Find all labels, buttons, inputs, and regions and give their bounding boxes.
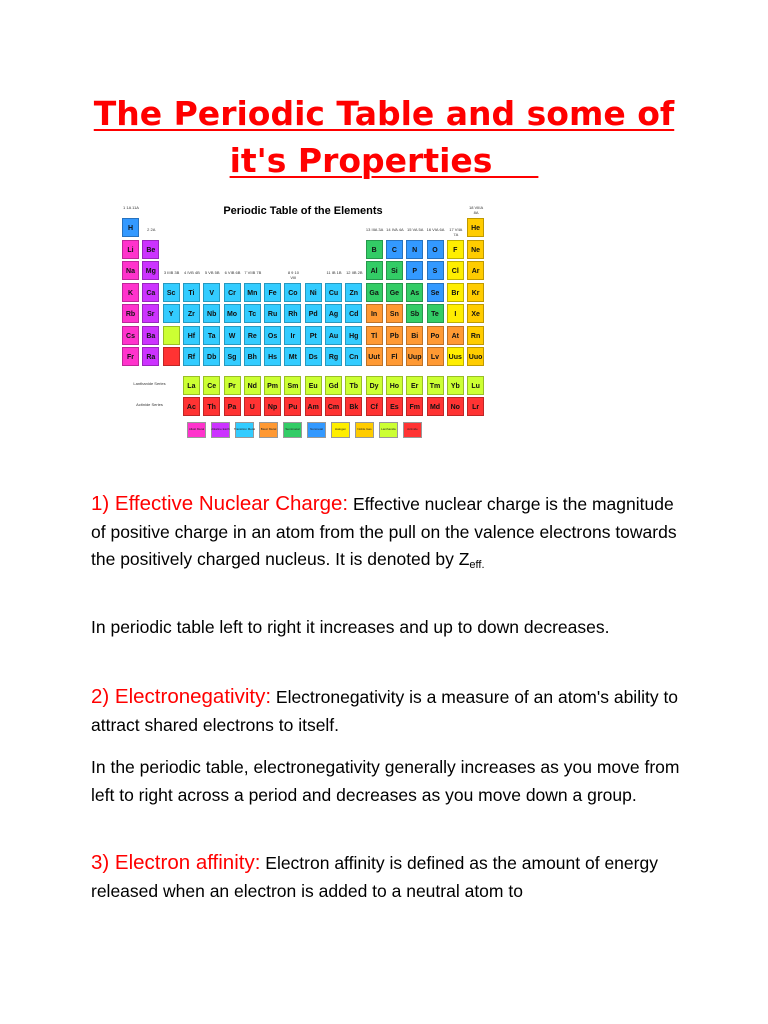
group-label: 7 VIIB 7B — [244, 269, 262, 275]
actinide-cell: Lr — [467, 397, 484, 416]
element-cell: Ni — [305, 283, 322, 302]
actinide-cell: Md — [427, 397, 444, 416]
element-cell: Hg — [345, 326, 362, 345]
element-cell: Ba — [142, 326, 159, 345]
group-label: 1 1A 11A — [123, 205, 139, 210]
element-cell: Cr — [224, 283, 241, 302]
element-cell: Fe — [264, 283, 281, 302]
lanthanide-cell: Ho — [386, 376, 403, 395]
lanthanide-cell: Gd — [325, 376, 342, 395]
group-label: 16 VIA 6A — [426, 226, 445, 232]
actinide-cell: Es — [386, 397, 403, 416]
section-body: Electronegativity is a measure of an atom's ability to attract shared electrons to itself. — [91, 687, 679, 735]
element-cell: Ti — [183, 283, 200, 302]
element-cell: I — [447, 304, 464, 323]
element-cell: Zr — [183, 304, 200, 323]
element-cell: Al — [366, 261, 383, 280]
element-cell: Sb — [406, 304, 423, 323]
periodic-table-title: Periodic Table of the Elements — [223, 205, 383, 217]
group-label: 17 VIIA 7A — [449, 226, 463, 237]
element-cell: H — [122, 218, 139, 237]
actinide-cell: Bk — [345, 397, 362, 416]
actinide-cell: Th — [203, 397, 220, 416]
element-cell: Sg — [224, 347, 241, 366]
element-cell: Cl — [447, 261, 464, 280]
element-cell: Nb — [203, 304, 220, 323]
lanthanide-cell: Er — [406, 376, 423, 395]
element-cell: Cn — [345, 347, 362, 366]
group-label: 12 IIB 2B — [346, 269, 363, 275]
subscript-eff: eff. — [469, 559, 485, 571]
element-cell: He — [467, 218, 484, 237]
element-cell: W — [224, 326, 241, 345]
element-cell: Te — [427, 304, 444, 323]
legend-label: Alkali Metal — [188, 426, 205, 431]
element-cell: Rb — [122, 304, 139, 323]
legend-label: Basic Metal — [260, 426, 277, 431]
element-cell: Ar — [467, 261, 484, 280]
element-cell: Be — [142, 240, 159, 259]
lanthanide-cell: Tb — [345, 376, 362, 395]
group-label: 3 IIIB 3B — [163, 269, 180, 275]
element-cell: Se — [427, 283, 444, 302]
element-cell: Db — [203, 347, 220, 366]
legend-label: Noble Gas — [357, 426, 372, 431]
periodic-table-image — [118, 194, 508, 442]
lanthanide-cell: Dy — [366, 376, 383, 395]
section-text: In the periodic table, electronegativity generally increases as you move from left to right across a period and decreases as you move down a group. — [91, 757, 680, 805]
legend-label: Actinide — [407, 426, 418, 431]
element-cell: Pb — [386, 326, 403, 345]
section-body: Effective nuclear charge is the magnitude of positive charge in an atom from the pull on the valence electrons towards the positively charged nucleus. It is denoted by Z — [91, 494, 677, 569]
element-cell — [163, 326, 180, 345]
element-cell: Ra — [142, 347, 159, 366]
element-cell: Cd — [345, 304, 362, 323]
legend-label: Lanthanide — [381, 426, 396, 431]
element-cell: S — [427, 261, 444, 280]
title-line-1: The Periodic Table and some of — [93, 94, 675, 133]
page-title — [60, 90, 708, 184]
actinide-cell: Pu — [284, 397, 301, 416]
element-cell: Ir — [284, 326, 301, 345]
element-cell: Kr — [467, 283, 484, 302]
section-effective-nuclear-charge — [91, 490, 691, 580]
element-cell: Fl — [386, 347, 403, 366]
lanthanide-series-label: Lanthanide Series — [133, 380, 166, 386]
element-cell: Y — [163, 304, 180, 323]
actinide-cell: Cm — [325, 397, 342, 416]
element-cell: Sn — [386, 304, 403, 323]
element-cell: Mo — [224, 304, 241, 323]
actinide-cell: Fm — [406, 397, 423, 416]
element-cell: Ds — [305, 347, 322, 366]
section-electron-affinity — [91, 849, 691, 905]
legend-label: Semimetal — [285, 426, 300, 431]
element-cell: Bh — [244, 347, 261, 366]
element-cell: Tl — [366, 326, 383, 345]
element-cell: O — [427, 240, 444, 259]
lanthanide-cell: Nd — [244, 376, 261, 395]
element-cell: Mg — [142, 261, 159, 280]
title-line-2: it's Properties — [229, 141, 539, 180]
section-heading: 1) Effective Nuclear Charge: — [91, 492, 349, 515]
section-text: In periodic table left to right it increases and up to down decreases. — [91, 617, 610, 637]
group-label: 4 IVB 4B — [183, 269, 200, 275]
lanthanide-cell: Eu — [305, 376, 322, 395]
lanthanide-cell: Lu — [467, 376, 484, 395]
element-cell: Xe — [467, 304, 484, 323]
element-cell: Cu — [325, 283, 342, 302]
element-cell — [163, 347, 180, 366]
actinide-cell: Ac — [183, 397, 200, 416]
element-cell: In — [366, 304, 383, 323]
element-cell: Pt — [305, 326, 322, 345]
legend-label: Transition Metal — [233, 426, 256, 431]
section-heading: 3) Electron affinity: — [91, 851, 261, 874]
element-cell: Mt — [284, 347, 301, 366]
element-cell: Ge — [386, 283, 403, 302]
section-electronegativity — [91, 683, 691, 739]
group-label: 18 VIIIA 8A — [468, 205, 484, 215]
group-label: 13 IIIA 3A — [365, 226, 384, 232]
element-cell: Pd — [305, 304, 322, 323]
group-label: 5 VB 5B — [204, 269, 220, 275]
element-cell: Ta — [203, 326, 220, 345]
actinide-cell: Cf — [366, 397, 383, 416]
element-cell: Br — [447, 283, 464, 302]
element-cell: Bi — [406, 326, 423, 345]
actinide-cell: Pa — [224, 397, 241, 416]
actinide-cell: No — [447, 397, 464, 416]
element-cell: P — [406, 261, 423, 280]
element-cell: Rf — [183, 347, 200, 366]
element-cell: Rg — [325, 347, 342, 366]
element-cell: F — [447, 240, 464, 259]
actinide-cell: Am — [305, 397, 322, 416]
element-cell: Hs — [264, 347, 281, 366]
lanthanide-cell: Ce — [203, 376, 220, 395]
element-cell: V — [203, 283, 220, 302]
element-cell: Uut — [366, 347, 383, 366]
element-cell: Na — [122, 261, 139, 280]
lanthanide-cell: La — [183, 376, 200, 395]
group-label: 2 2A — [147, 226, 156, 232]
element-cell: B — [366, 240, 383, 259]
element-cell: Rn — [467, 326, 484, 345]
lanthanide-cell: Pr — [224, 376, 241, 395]
element-cell: Hf — [183, 326, 200, 345]
element-cell: Ca — [142, 283, 159, 302]
element-cell: Ne — [467, 240, 484, 259]
lanthanide-cell: Yb — [447, 376, 464, 395]
legend-label: Nonmetal — [310, 426, 323, 431]
element-cell: Sc — [163, 283, 180, 302]
element-cell: As — [406, 283, 423, 302]
element-cell: Tc — [244, 304, 261, 323]
element-cell: Ga — [366, 283, 383, 302]
element-cell: Si — [386, 261, 403, 280]
legend-label: Alkaline Earth — [211, 426, 230, 431]
element-cell: Uup — [406, 347, 423, 366]
element-cell: Sr — [142, 304, 159, 323]
actinide-cell: U — [244, 397, 261, 416]
lanthanide-cell: Tm — [427, 376, 444, 395]
actinide-series-label: Actinide Series — [136, 402, 163, 407]
element-cell: Ag — [325, 304, 342, 323]
group-label: 8 9 10 VIII — [287, 269, 299, 280]
lanthanide-cell: Sm — [284, 376, 301, 395]
element-cell: K — [122, 283, 139, 302]
element-cell: Au — [325, 326, 342, 345]
element-cell: Co — [284, 283, 301, 302]
legend-label: Halogen — [334, 426, 347, 431]
group-label: 6 VIB 6B — [224, 269, 241, 275]
lanthanide-cell: Pm — [264, 376, 281, 395]
section-body: Electron affinity is defined as the amount of energy released when an electron is added to a neutral atom to — [91, 853, 658, 901]
element-cell: Cs — [122, 326, 139, 345]
element-cell: Zn — [345, 283, 362, 302]
element-cell: Uuo — [467, 347, 484, 366]
element-cell: Li — [122, 240, 139, 259]
element-cell: Mn — [244, 283, 261, 302]
element-cell: Po — [427, 326, 444, 345]
element-cell: Uus — [447, 347, 464, 366]
group-label: 11 IB 1B — [326, 269, 342, 275]
section-heading: 2) Electronegativity: — [91, 685, 272, 708]
actinide-cell: Np — [264, 397, 281, 416]
element-cell: C — [386, 240, 403, 259]
element-cell: Ru — [264, 304, 281, 323]
element-cell: Lv — [427, 347, 444, 366]
group-label: 15 VA 5A — [406, 226, 424, 232]
element-cell: Os — [264, 326, 281, 345]
element-cell: Re — [244, 326, 261, 345]
element-cell: Fr — [122, 347, 139, 366]
element-cell: Rh — [284, 304, 301, 323]
element-cell: N — [406, 240, 423, 259]
group-label: 14 IVA 4A — [386, 226, 404, 232]
element-cell: At — [447, 326, 464, 345]
